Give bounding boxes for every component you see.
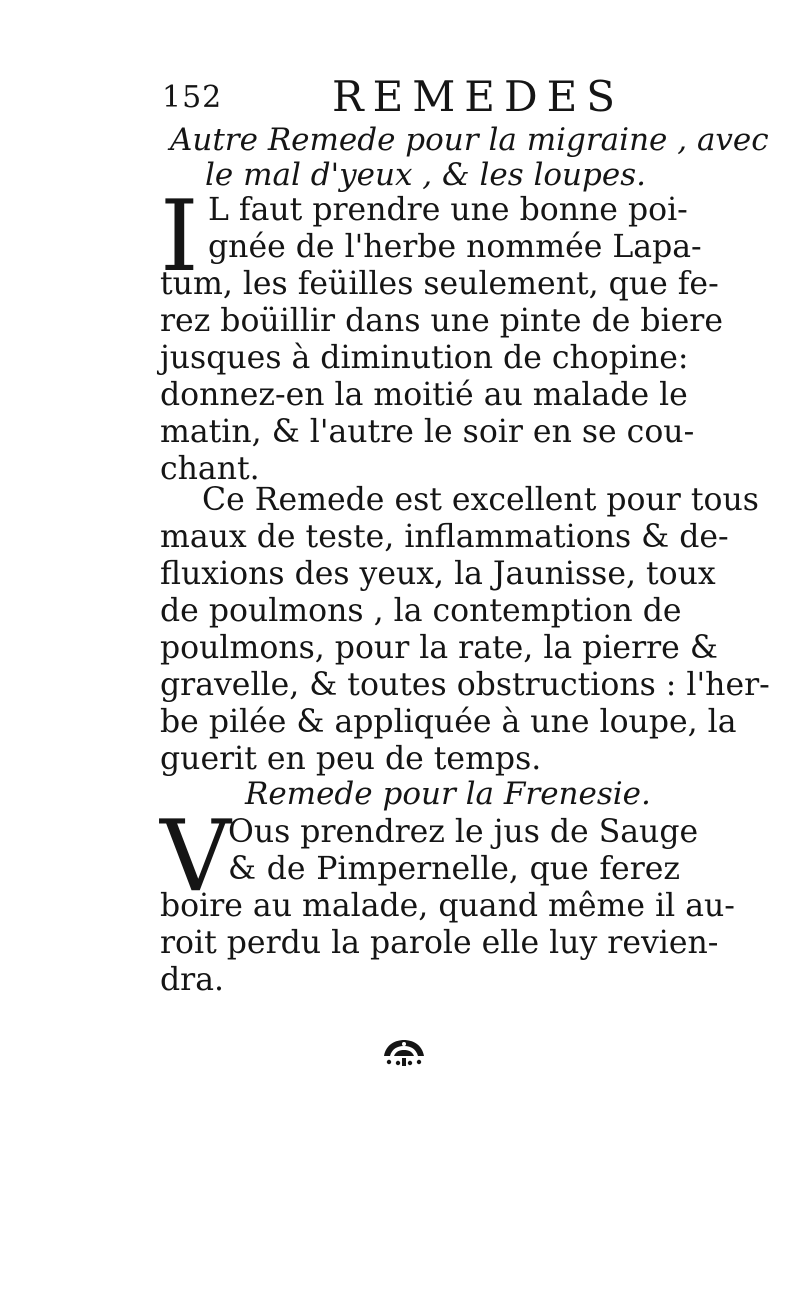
paragraph-line: chant. [160, 451, 260, 487]
paragraph-line: tum, les feüilles seulement, que fe- [160, 266, 719, 302]
paragraph-line: jusques à diminution de chopine: [160, 340, 689, 376]
paragraph-line: be pilée & appliquée à une loupe, la [160, 704, 737, 740]
paragraph-line: boire au malade, quand même il au- [160, 888, 735, 924]
paragraph-1 [160, 192, 723, 488]
paragraph-line: L faut prendre une bonne poi- [208, 192, 688, 228]
paragraph-line: matin, & l'autre le soir en se cou- [160, 414, 695, 450]
paragraph-line: & de Pimpernelle, que ferez [228, 851, 680, 887]
paragraph-line: guerit en peu de temps. [160, 741, 542, 777]
remedy-title-frenesie: Remede pour la Frenesie. [245, 776, 651, 812]
paragraph-line: de poulmons , la contemption de [160, 593, 682, 629]
paragraph-line: maux de teste, inflammations & de- [160, 519, 729, 555]
paragraph-line: dra. [160, 962, 225, 998]
paragraph-line: Ce Remede est excellent pour tous [202, 482, 759, 518]
fleuron-ornament-icon [380, 1036, 428, 1070]
paragraph-line: Ous prendrez le jus de Sauge [228, 814, 699, 850]
paragraph-2 [160, 482, 770, 778]
remedy-title-line-2: le mal d'yeux , & les loupes. [205, 157, 646, 193]
paragraph-line: donnez-en la moitié au malade le [160, 377, 688, 413]
remedy-title-line-1: Autre Remede pour la migraine , avec [170, 122, 769, 158]
page-header [162, 72, 682, 122]
paragraph-line: gnée de l'herbe nommée Lapa- [208, 229, 702, 265]
drop-cap-v: V [160, 800, 231, 914]
running-head: REMEDES [332, 72, 625, 121]
paragraph-line: fluxions des yeux, la Jaunisse, toux [160, 556, 716, 592]
paragraph-line: poulmons, pour la rate, la pierre & [160, 630, 718, 666]
paragraph-line: roit perdu la parole elle luy revien- [160, 925, 719, 961]
paragraph-3 [160, 814, 735, 999]
paragraph-line: gravelle, & toutes obstructions : l'her- [160, 667, 770, 703]
page-number: 152 [162, 80, 223, 115]
drop-cap-i: I [160, 180, 199, 294]
paragraph-line: rez boüillir dans une pinte de biere [160, 303, 723, 339]
